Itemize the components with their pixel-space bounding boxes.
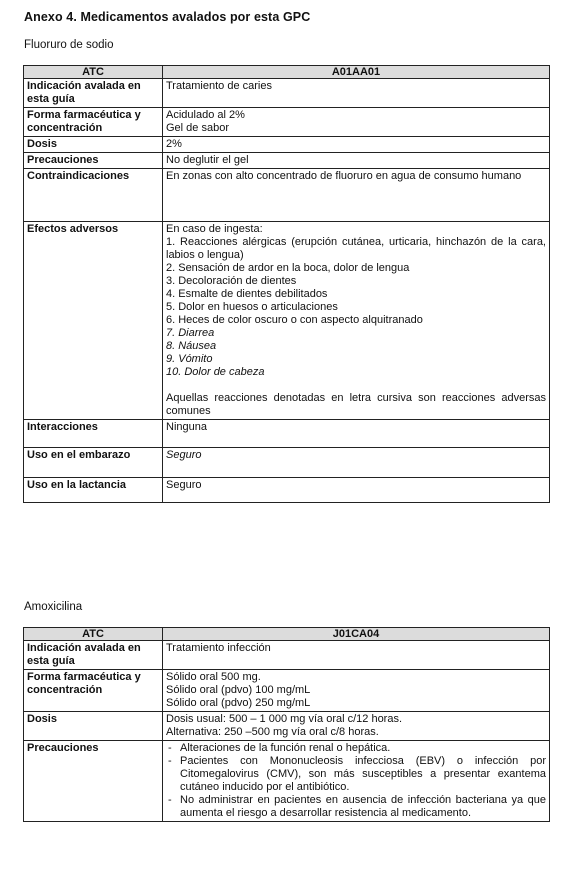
table-row xyxy=(24,153,550,169)
table-row xyxy=(24,420,550,448)
row-label: Uso en la lactancia xyxy=(24,478,163,503)
row-label: Dosis xyxy=(24,712,163,741)
dosis-line: Dosis usual: 500 – 1 000 mg vía oral c/12 horas. xyxy=(166,713,403,725)
row-value: Ninguna xyxy=(163,420,550,448)
row-value xyxy=(163,712,550,741)
efectos-note: Aquellas reacciones denotadas en letra cursiva son reacciones adversas comunes xyxy=(166,392,546,417)
precaucion-item: - Alteraciones de la función renal o hepática. xyxy=(166,742,546,755)
row-label: Indicación avalada en esta guía xyxy=(24,641,163,670)
table-row xyxy=(24,641,550,670)
row-label: Contraindicaciones xyxy=(24,169,163,222)
forma-line: Sólido oral (pdvo) 100 mg/mL xyxy=(166,684,311,696)
efecto-item: 2. Sensación de ardor en la boca, dolor de lengua xyxy=(166,262,410,274)
efecto-item: 7. Diarrea xyxy=(166,327,215,339)
row-value xyxy=(163,670,550,712)
row-label: Precauciones xyxy=(24,741,163,822)
precaucion-item: - No administrar en pacientes en ausencia de infección bacteriana ya que aumenta el riesgo a desarrollar resistencia al medicamento. xyxy=(166,794,546,820)
drug1-section-title: Fluoruro de sodio xyxy=(24,39,114,51)
forma-line: Sólido oral 500 mg. xyxy=(166,671,261,683)
table-row xyxy=(24,448,550,478)
row-value xyxy=(163,741,550,822)
table-header-row xyxy=(24,628,550,641)
row-label: Forma farmacéutica y concentración xyxy=(24,670,163,712)
forma-line: Acidulado al 2% xyxy=(166,109,245,121)
forma-line: Gel de sabor xyxy=(166,122,229,134)
drug1-table xyxy=(23,65,550,503)
row-value: Tratamiento infección xyxy=(163,641,550,670)
atc-header: ATC xyxy=(24,66,163,79)
row-value: No deglutir el gel xyxy=(163,153,550,169)
row-value: En zonas con alto concentrado de fluoruro en agua de consumo humano xyxy=(163,169,550,222)
row-label: Forma farmacéutica y concentración xyxy=(24,108,163,137)
efecto-item: 8. Náusea xyxy=(166,340,217,352)
efecto-item: 5. Dolor en huesos o articulaciones xyxy=(166,301,338,313)
drug2-section-title: Amoxicilina xyxy=(24,601,83,613)
row-label: Dosis xyxy=(24,137,163,153)
table-row xyxy=(24,222,550,420)
row-label: Interacciones xyxy=(24,420,163,448)
efectos-intro: En caso de ingesta: xyxy=(166,223,263,235)
table-row xyxy=(24,79,550,108)
table-row xyxy=(24,108,550,137)
annex-title: Anexo 4. Medicamentos avalados por esta GPC xyxy=(24,10,311,24)
efecto-item: 1. Reacciones alérgicas (erupción cutánea, urticaria, hinchazón de la cara, labios o lengua) xyxy=(166,236,546,261)
precaucion-item: - Pacientes con Mononucleosis infecciosa (EBV) o infección por Citomegalovirus (CMV), son más susceptibles a presentar exantema cutáneo inducido por el antibiótico. xyxy=(166,755,546,794)
efecto-item: 9. Vómito xyxy=(166,353,213,365)
row-label: Indicación avalada en esta guía xyxy=(24,79,163,108)
efecto-item: 10. Dolor de cabeza xyxy=(166,366,265,378)
forma-line: Sólido oral (pdvo) 250 mg/mL xyxy=(166,697,311,709)
row-value: Seguro xyxy=(163,478,550,503)
atc-header: ATC xyxy=(24,628,163,641)
atc-code: J01CA04 xyxy=(163,628,550,641)
row-label: Precauciones xyxy=(24,153,163,169)
atc-code: A01AA01 xyxy=(163,66,550,79)
row-value: 2% xyxy=(163,137,550,153)
efecto-item: 4. Esmalte de dientes debilitados xyxy=(166,288,328,300)
row-label: Uso en el embarazo xyxy=(24,448,163,478)
precauciones-list xyxy=(166,742,546,820)
table-row xyxy=(24,741,550,822)
drug2-table xyxy=(23,627,550,822)
row-value xyxy=(163,222,550,420)
efecto-item: 3. Decoloración de dientes xyxy=(166,275,297,287)
table-row xyxy=(24,137,550,153)
table-row xyxy=(24,169,550,222)
table-row xyxy=(24,478,550,503)
dosis-line: Alternativa: 250 –500 mg vía oral c/8 horas. xyxy=(166,726,379,738)
table-row xyxy=(24,712,550,741)
row-value: Seguro xyxy=(163,448,550,478)
efecto-item: 6. Heces de color oscuro o con aspecto alquitranado xyxy=(166,314,423,326)
table-row xyxy=(24,670,550,712)
row-label: Efectos adversos xyxy=(24,222,163,420)
table-header-row xyxy=(24,66,550,79)
row-value xyxy=(163,108,550,137)
row-value: Tratamiento de caries xyxy=(163,79,550,108)
